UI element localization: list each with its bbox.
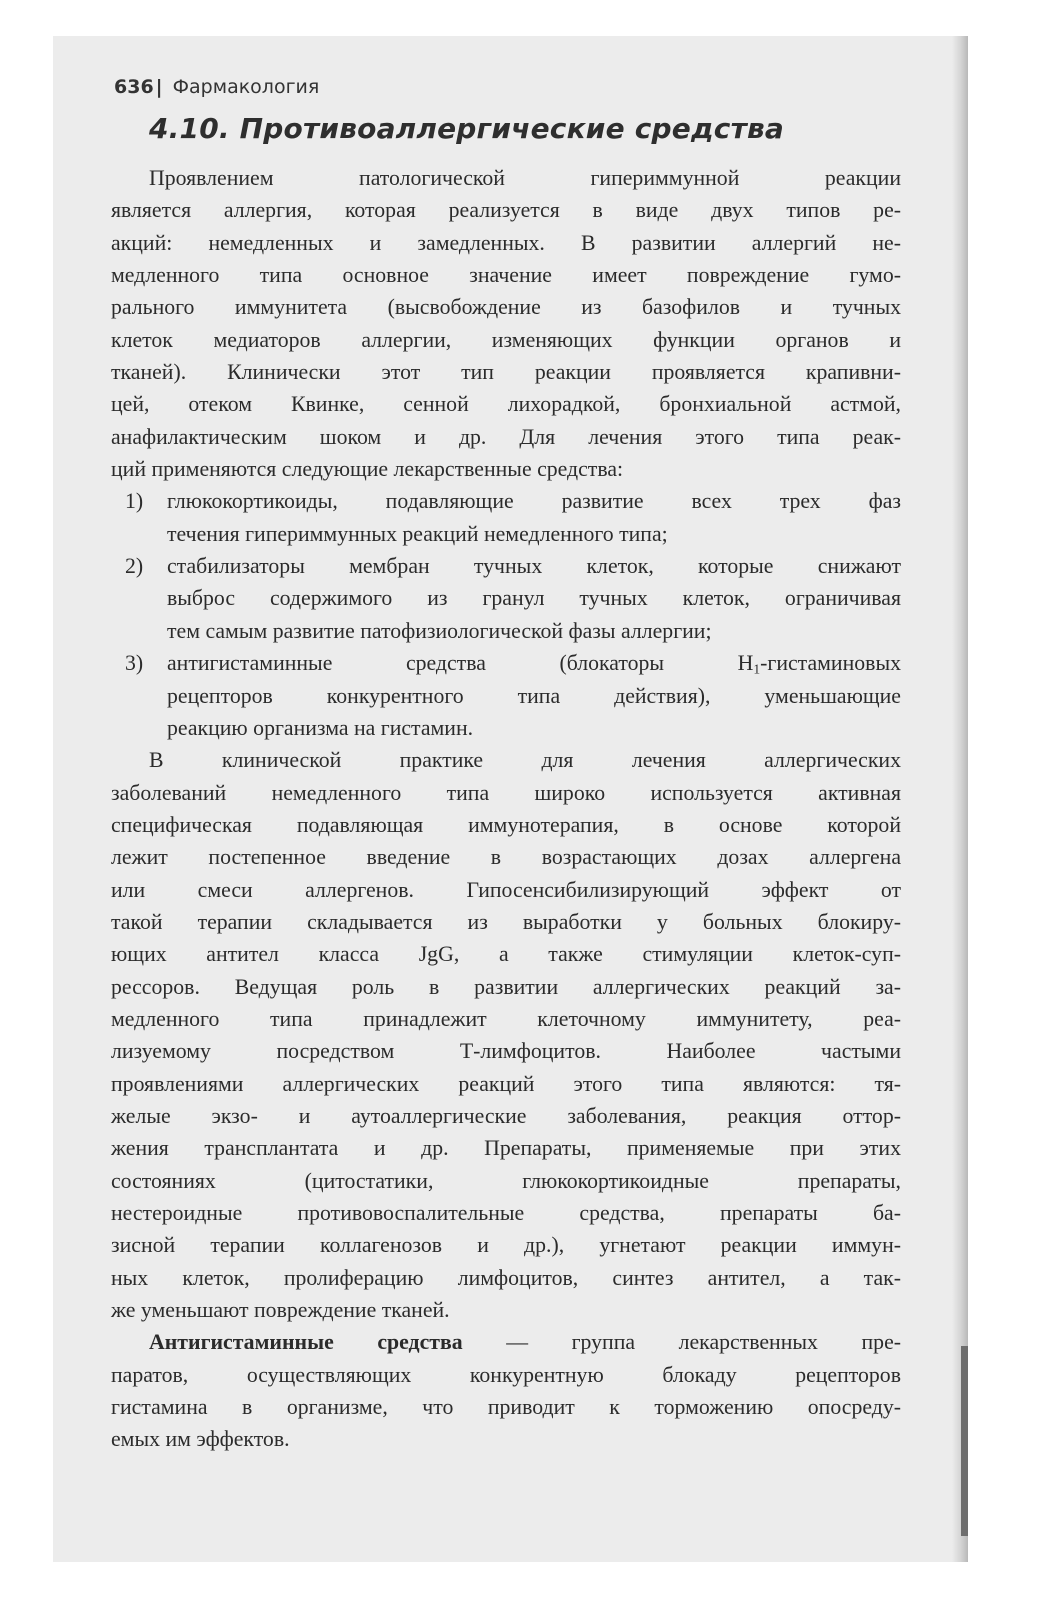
text-line: В клинической практике для лечения аллергических bbox=[149, 748, 901, 773]
text-line: ных клеток, пролиферацию лимфоцитов, синтез антител, а так- bbox=[111, 1265, 901, 1290]
text-line: специфическая подавляющая иммунотерапия, в основе которой bbox=[111, 812, 901, 837]
text-line: проявлениями аллергических реакций этого типа являются: тя- bbox=[111, 1071, 901, 1096]
list-item-text: антигистаминные средства (блокаторы Н bbox=[167, 651, 754, 676]
text-line: или смеси аллергенов. Гипосенсибилизирующий эффект от bbox=[111, 877, 901, 902]
book-page bbox=[53, 36, 968, 1562]
text-line bbox=[111, 1326, 901, 1358]
header-separator: | bbox=[155, 76, 163, 98]
section-title: 4.10. Противоаллергические средства bbox=[149, 112, 785, 145]
body-text bbox=[111, 162, 901, 1456]
text-line: паратов, осуществляющих конкурентную блокаду рецепторов bbox=[111, 1362, 901, 1387]
text-line: такой терапии складывается из выработки у больных блокиру- bbox=[111, 909, 901, 934]
text-line: жения трансплантата и др. Препараты, применяемые при этих bbox=[111, 1136, 901, 1161]
text-line: гистамина в организме, что приводит к торможению опосреду- bbox=[111, 1395, 901, 1420]
text-line: реакцию организма на гистамин. bbox=[167, 715, 474, 740]
list-item-1 bbox=[111, 485, 901, 517]
text-line: тем самым развитие патофизиологической фазы аллергии; bbox=[167, 618, 712, 643]
text-line: нестероидные противовоспалительные средства, препараты ба- bbox=[111, 1201, 901, 1225]
text-line: заболеваний немедленного типа широко используется активная bbox=[111, 780, 901, 805]
text-segment: — группа лекарственных пре- bbox=[462, 1330, 902, 1355]
text-line: клеток медиаторов аллергии, изменяющих функции органов и bbox=[111, 327, 901, 352]
text-line: выброс содержимого из гранул тучных клеток, ограничивая bbox=[167, 586, 901, 611]
list-number: 3) bbox=[125, 651, 144, 676]
list-item-2 bbox=[111, 550, 901, 582]
text-line: является аллергия, которая реализуется в виде двух типов ре- bbox=[111, 198, 901, 223]
subscript: 1 bbox=[753, 661, 761, 677]
text-line: течения гипериммунных реакций немедленного типа; bbox=[167, 521, 668, 546]
list-item-text: глюкокортикоиды, подавляющие развитие всех трех фаз bbox=[167, 489, 901, 514]
text-line: ций применяются следующие лекарственные средства: bbox=[111, 457, 624, 482]
text-line: анафилактическим шоком и др. Для лечения этого типа реак- bbox=[111, 424, 901, 449]
text-line: лизуемому посредством Т-лимфоцитов. Наиболее частыми bbox=[111, 1039, 901, 1064]
text-line: акций: немедленных и замедленных. В развитии аллергий не- bbox=[111, 230, 901, 255]
term-heading: Антигистаминные средства bbox=[149, 1330, 463, 1355]
list-item-text: -гистаминовых bbox=[760, 651, 901, 676]
text-line: медленного типа принадлежит клеточному иммунитету, реа- bbox=[111, 1006, 901, 1031]
text-line: рессоров. Ведущая роль в развитии аллергических реакций за- bbox=[111, 974, 901, 999]
text-line: состояниях (цитостатики, глюкокортикоидные препараты, bbox=[111, 1168, 901, 1193]
spine-shadow bbox=[952, 36, 968, 1562]
text-line: тканей). Клинически этот тип реакции проявляется крапивни- bbox=[111, 360, 901, 385]
text-line: Проявлением патологической гипериммунной реакции bbox=[149, 166, 901, 190]
list-number: 1) bbox=[125, 489, 144, 514]
list-item-3 bbox=[111, 647, 901, 679]
text-line: ющих антител класса JgG, а также стимуляции клеток-суп- bbox=[111, 942, 901, 967]
text-line: рального иммунитета (высвобождение из базофилов и тучных bbox=[111, 295, 901, 320]
list-number: 2) bbox=[125, 554, 144, 579]
running-head bbox=[114, 76, 319, 98]
text-line: же уменьшают повреждение тканей. bbox=[111, 1298, 450, 1323]
text-line: емых им эффектов. bbox=[111, 1427, 290, 1452]
text-line: рецепторов конкурентного типа действия), уменьшающие bbox=[167, 683, 901, 708]
text-line: лежит постепенное введение в возрастающих дозах аллергена bbox=[111, 845, 901, 870]
page-number: 636 bbox=[114, 76, 154, 98]
spine-mark bbox=[961, 1346, 968, 1536]
book-title: Фармакология bbox=[172, 76, 320, 98]
text-line: зисной терапии коллагенозов и др.), угнетают реакции иммун- bbox=[111, 1233, 901, 1258]
text-line: медленного типа основное значение имеет повреждение гумо- bbox=[111, 263, 901, 288]
text-line: желые экзо- и аутоаллергические заболевания, реакция оттор- bbox=[111, 1103, 901, 1128]
text-line: цей, отеком Квинке, сенной лихорадкой, бронхиальной астмой, bbox=[111, 392, 901, 417]
list-item-text: стабилизаторы мембран тучных клеток, которые снижают bbox=[167, 554, 901, 579]
